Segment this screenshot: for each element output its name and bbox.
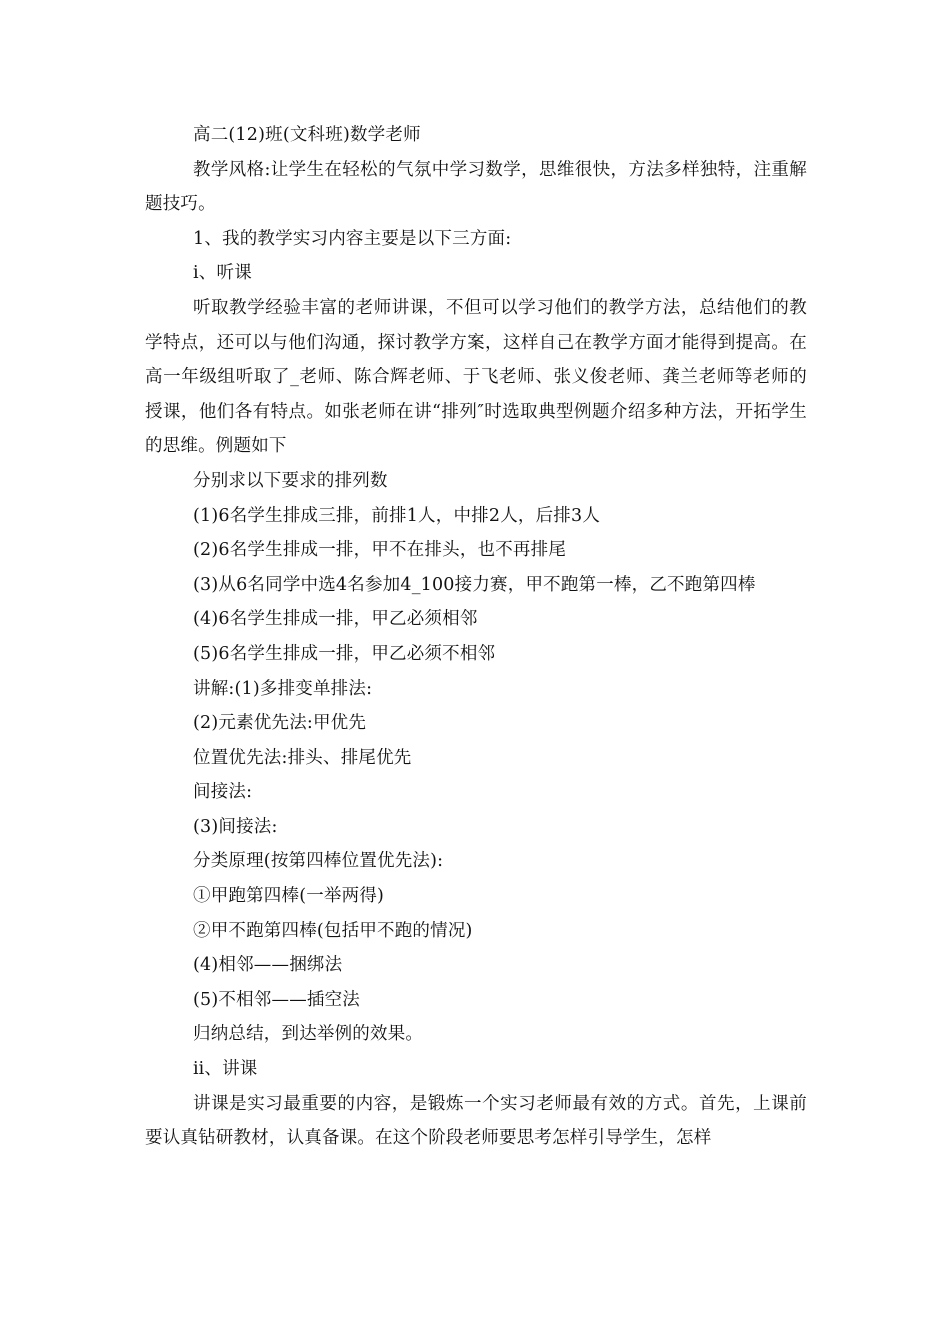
paragraph-subsection-teaching: ⅱ、讲课 <box>193 1059 258 1080</box>
paragraph-case-2: ②甲不跑第四棒(包括甲不跑的情况) <box>193 920 473 941</box>
paragraph-example-intro: 分别求以下要求的排列数 <box>193 470 388 491</box>
paragraph-explanation-2: (2)元素优先法:甲优先 <box>193 713 367 734</box>
paragraph-explanation-5: (5)不相邻——插空法 <box>193 989 360 1010</box>
paragraph-classification-principle: 分类原理(按第四棒位置优先法): <box>193 851 444 872</box>
paragraph-example-1: (1)6名学生排成三排，前排1人，中排2人，后排3人 <box>193 505 601 526</box>
paragraph-explanation-1: 讲解:(1)多排变单排法: <box>193 678 373 699</box>
paragraph-example-3: (3)从6名同学中选4名参加4_100接力赛，甲不跑第一棒，乙不跑第四棒 <box>193 574 756 595</box>
paragraph-teaching-style: 教学风格:让学生在轻松的气氛中学习数学，思维很快，方法多样独特，注重解题技巧。 <box>145 159 807 215</box>
paragraph-case-1: ①甲跑第四棒(一举两得) <box>193 886 385 907</box>
paragraph-example-5: (5)6名学生排成一排，甲乙必须不相邻 <box>193 643 496 664</box>
paragraph-class-title: 高二(12)班(文科班)数学老师 <box>193 125 421 145</box>
paragraph-example-2: (2)6名学生排成一排，甲不在排头，也不再排尾 <box>193 540 567 561</box>
paragraph-listening-body: 听取教学经验丰富的老师讲课，不但可以学习他们的教学方法，总结他们的教学特点，还可以与他们沟通，探讨教学方案，这样自己在教学方面才能得到提高。在高一年级组听取了_老师、陈合辉老师、于飞老师、张义俊老师、龚兰老师等老师的授课，他们各有特点。如张老师在讲“排列″时选取典型例题介绍多种方法，开拓学生的思维。例题如下 <box>145 297 807 457</box>
paragraph-teaching-body: 讲课是实习最重要的内容，是锻炼一个实习老师最有效的方式。首先，上课前要认真钻研教材，认真备课。在这个阶段老师要思考怎样引导学生，怎样 <box>145 1093 807 1149</box>
paragraph-indirect-method: 间接法: <box>193 782 253 803</box>
paragraph-position-priority: 位置优先法:排头、排尾优先 <box>193 747 412 768</box>
paragraph-example-4: (4)6名学生排成一排，甲乙必须相邻 <box>193 609 478 630</box>
paragraph-explanation-3: (3)间接法: <box>193 816 278 837</box>
paragraph-section-1-heading: 1、我的教学实习内容主要是以下三方面: <box>193 228 512 249</box>
paragraph-summary: 归纳总结，到达举例的效果。 <box>193 1024 424 1045</box>
paragraph-explanation-4: (4)相邻——捆绑法 <box>193 955 343 976</box>
paragraph-subsection-listening: ⅰ、听课 <box>193 263 252 284</box>
document-body <box>145 118 807 1156</box>
